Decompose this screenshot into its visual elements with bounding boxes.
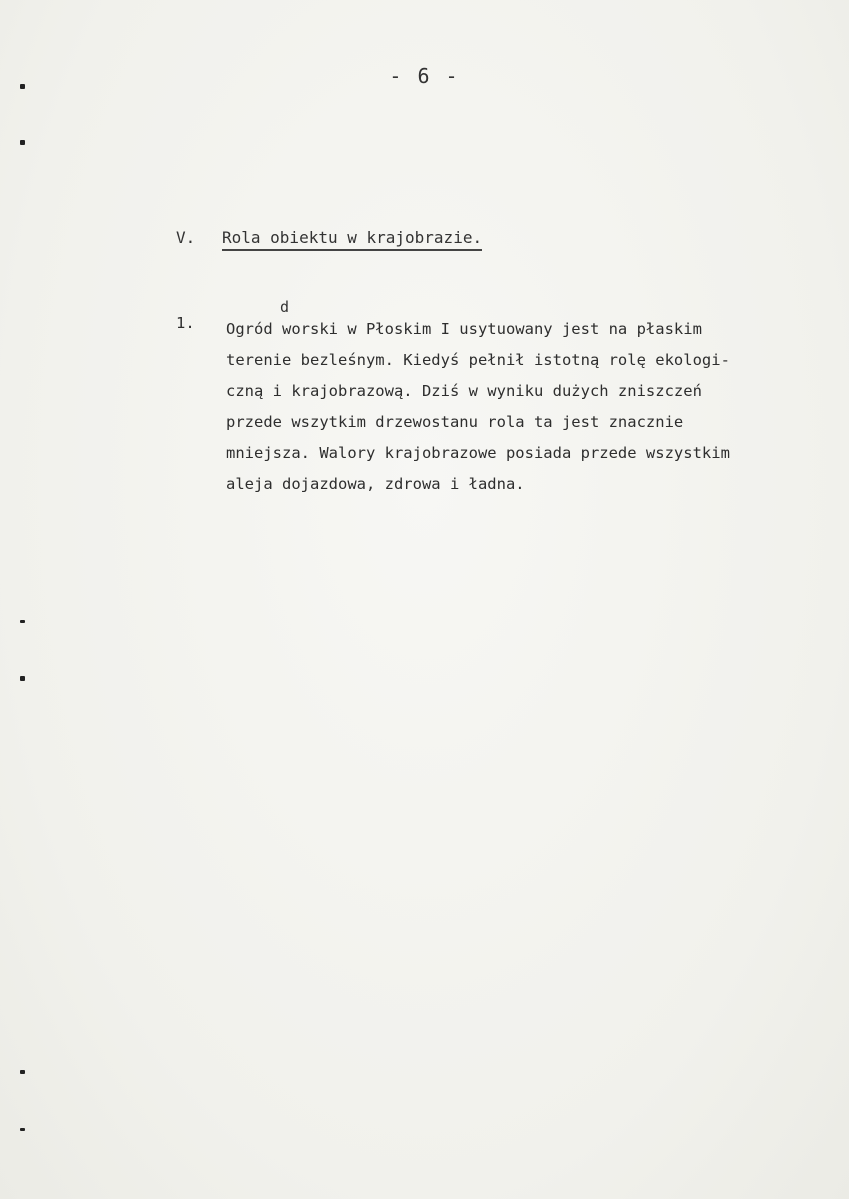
section-heading [176,228,482,251]
section-title: Rola obiektu w krajobrazie. [222,228,482,251]
paragraph-line: terenie bezleśnym. Kiedyś pełnił istotną rolę ekologi- [226,351,730,369]
paragraph-line: przede wszytkim drzewostanu rola ta jest znacznie [226,413,684,431]
margin-mark [20,1128,25,1131]
margin-mark [20,1070,25,1074]
paragraph-number: 1. [176,314,195,332]
margin-mark [20,84,25,89]
paragraph [176,314,836,500]
paragraph-line: czną i krajobrazową. Dziś w wyniku dużych zniszczeń [226,382,702,400]
section-number: V. [176,228,196,247]
margin-mark [20,676,25,681]
margin-mark [20,140,25,145]
paragraph-body [226,314,836,500]
paragraph-line: mniejsza. Walory krajobrazowe posiada przede wszystkim [226,444,730,462]
paragraph-line: Ogród worski w Płoskim I usytuowany jest na płaskim [226,320,702,338]
margin-mark [20,620,25,623]
handwritten-correction: d [280,298,290,316]
page-number: - 6 - [389,64,460,88]
paragraph-line: aleja dojazdowa, zdrowa i ładna. [226,475,525,493]
